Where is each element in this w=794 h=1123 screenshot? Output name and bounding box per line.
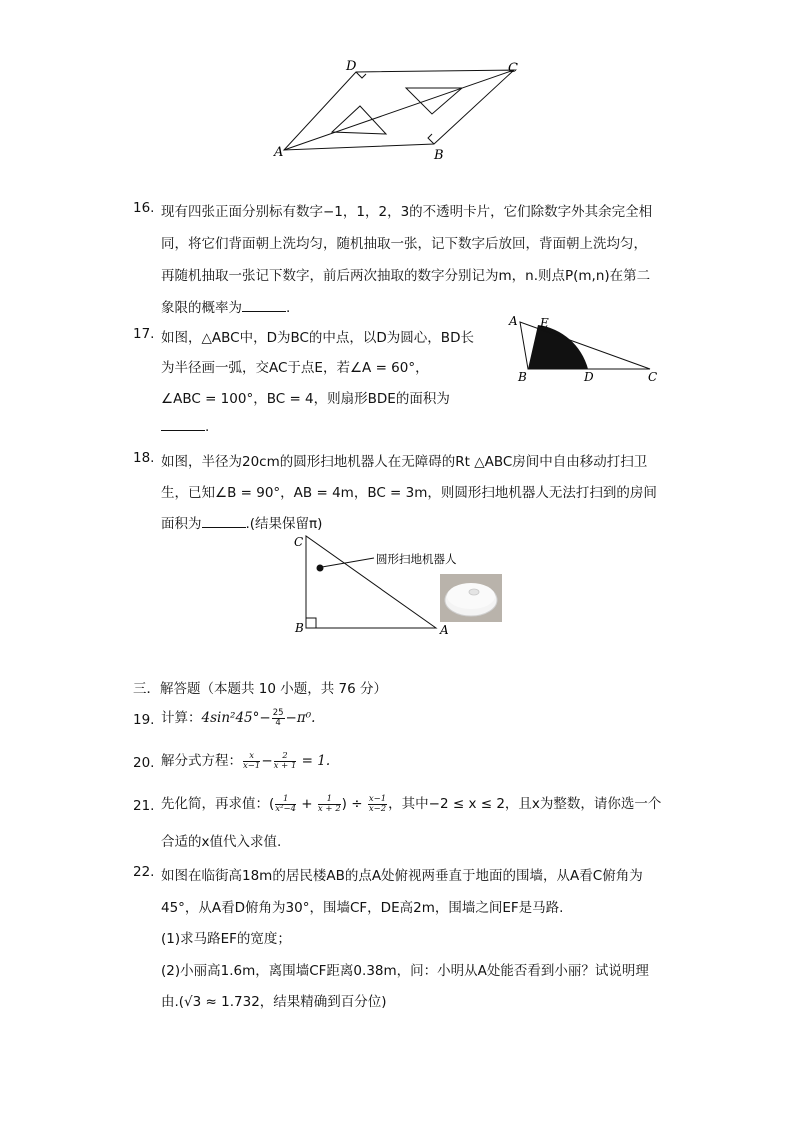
q16-number: 16. [133, 200, 155, 216]
figure-18-room [288, 530, 518, 642]
label-a: A [274, 145, 284, 160]
q18-end: .(结果保留π) [245, 516, 323, 532]
q21-f1-num: 1 [275, 795, 296, 805]
q21-suffix: ，其中−2 ≤ x ≤ 2，且x为整数，请你选一个 [388, 796, 662, 812]
q21-f2-num: 1 [318, 795, 341, 805]
q19-fraction [272, 709, 285, 728]
label-d: D [584, 370, 594, 384]
label-a: A [509, 314, 518, 328]
q20-f2-den: x + 1 [273, 760, 297, 771]
q17-line-4 [161, 418, 209, 435]
q22-line-3: (1)求马路EF的宽度； [161, 931, 291, 947]
q20-line [161, 749, 330, 771]
q18-answer-blank[interactable] [202, 515, 246, 528]
q20-rhs: = 1. [297, 753, 331, 769]
label-b: B [434, 148, 444, 163]
q20-f2-num: 2 [274, 752, 297, 762]
q18-line-3 [161, 512, 322, 532]
q21-line-2: 合适的x值代入求值. [161, 834, 282, 850]
robot-photo [440, 574, 502, 622]
q20-fraction-1 [243, 752, 260, 771]
q20-minus: − [261, 753, 273, 769]
q21-plus: + [297, 796, 317, 812]
q18-line-1: 如图，半径为20cm的圆形扫地机器人在无障碍的Rt △ABC房间中自由移动打扫卫 [161, 454, 648, 470]
q20-f1-num: x [243, 752, 260, 762]
robot-label: 圆形扫地机器人 [376, 552, 457, 566]
q17-number: 17. [133, 326, 155, 342]
label-b: B [518, 370, 527, 384]
q20-prefix: 解分式方程： [161, 753, 242, 769]
q21-fraction-1 [275, 795, 296, 814]
sector-bde [528, 325, 588, 369]
q17-line-3: ∠ABC = 100°，BC = 4，则扇形BDE的面积为 [161, 391, 450, 407]
q19-line [161, 706, 315, 728]
right-angle-mark-b [428, 134, 434, 144]
label-c: C [648, 370, 658, 384]
q21-f1-den: x²−4 [275, 803, 297, 814]
right-angle-mark-b [306, 618, 316, 628]
section-3-title: 三．解答题（本题共 10 小题，共 76 分） [133, 681, 388, 697]
figure-17-triangle [500, 312, 670, 386]
label-c: C [294, 535, 304, 549]
right-angle-mark-d [356, 72, 366, 78]
q22-line-1: 如图在临街高18m的居民楼AB的点A处俯视两垂直于地面的围墙，从A看C俯角为 [161, 868, 643, 884]
q19-prefix: 计算： [161, 710, 202, 726]
q22-line-5: 由.(√3 ≈ 1.732，结果精确到百分位) [161, 994, 387, 1010]
q16-line-4-text: 象限的概率为 [161, 300, 242, 316]
diagonal-ac [284, 70, 514, 150]
q19-frac-den: 4 [275, 717, 281, 728]
q21-line-1 [161, 792, 661, 814]
q21-number: 21. [133, 798, 155, 814]
q21-f3-num: x−1 [368, 793, 387, 804]
q18-number: 18. [133, 450, 155, 466]
q21-prefix: 先化简，再求值：( [161, 796, 275, 812]
q19-number: 19. [133, 712, 155, 728]
q21-f2-den: x + 2 [317, 803, 341, 814]
set-square-right [406, 88, 462, 114]
q17-line-1: 如图，△ABC中，D为BC的中点，以D为圆心，BD长 [161, 330, 474, 346]
label-a: A [440, 623, 449, 637]
q22-line-2: 45°，从A看D俯角为30°，围墙CF，DE高2m，围墙之间EF是马路. [161, 900, 564, 916]
q16-line-1: 现有四张正面分别标有数字−1，1，2，3的不透明卡片，它们除数字外其余完全相 [161, 204, 653, 220]
q16-answer-blank[interactable] [242, 299, 286, 312]
q21-fraction-3 [368, 795, 387, 814]
figure-15-parallelogram [270, 58, 530, 164]
q17-end: . [205, 419, 210, 435]
label-d: D [346, 59, 357, 74]
robot-dot [317, 565, 324, 572]
q16-line-4 [161, 296, 290, 316]
set-square-left [332, 106, 386, 134]
q19-expr-a: 4sin²45°− [201, 710, 271, 726]
q17-answer-blank[interactable] [161, 418, 205, 431]
q19-frac-num: 25 [272, 707, 284, 718]
room-triangle [306, 536, 436, 628]
q18-line-3-text: 面积为 [161, 516, 202, 532]
q22-number: 22. [133, 864, 155, 880]
q21-div: ) ÷ [341, 796, 367, 812]
q20-number: 20. [133, 755, 155, 771]
q20-fraction-2 [274, 752, 297, 771]
q20-f1-den: x−1 [243, 760, 261, 771]
q22-line-4: (2)小丽高1.6m，离围墙CF距离0.38m，问：小明从A处能否看到小丽？试说明理 [161, 963, 649, 979]
q19-expr-b: −π⁰. [285, 710, 316, 726]
q16-line-2: 同，将它们背面朝上洗均匀，随机抽取一张，记下数字后放回，背面朝上洗均匀， [161, 236, 647, 252]
label-c: C [508, 61, 518, 76]
q16-end: . [286, 300, 291, 316]
label-e: E [540, 316, 549, 330]
q17-line-2: 为半径画一弧，交AC于点E，若∠A = 60°， [161, 360, 429, 376]
q16-line-3: 再随机抽取一张记下数字，前后两次抽取的数字分别记为m，n.则点P(m,n)在第二 [161, 268, 651, 284]
q21-fraction-2 [318, 795, 341, 814]
label-b: B [295, 621, 304, 635]
q21-f3-den: x−2 [368, 803, 387, 814]
q18-line-2: 生，已知∠B = 90°，AB = 4m，BC = 3m，则圆形扫地机器人无法打扫到的房间 [161, 485, 657, 501]
